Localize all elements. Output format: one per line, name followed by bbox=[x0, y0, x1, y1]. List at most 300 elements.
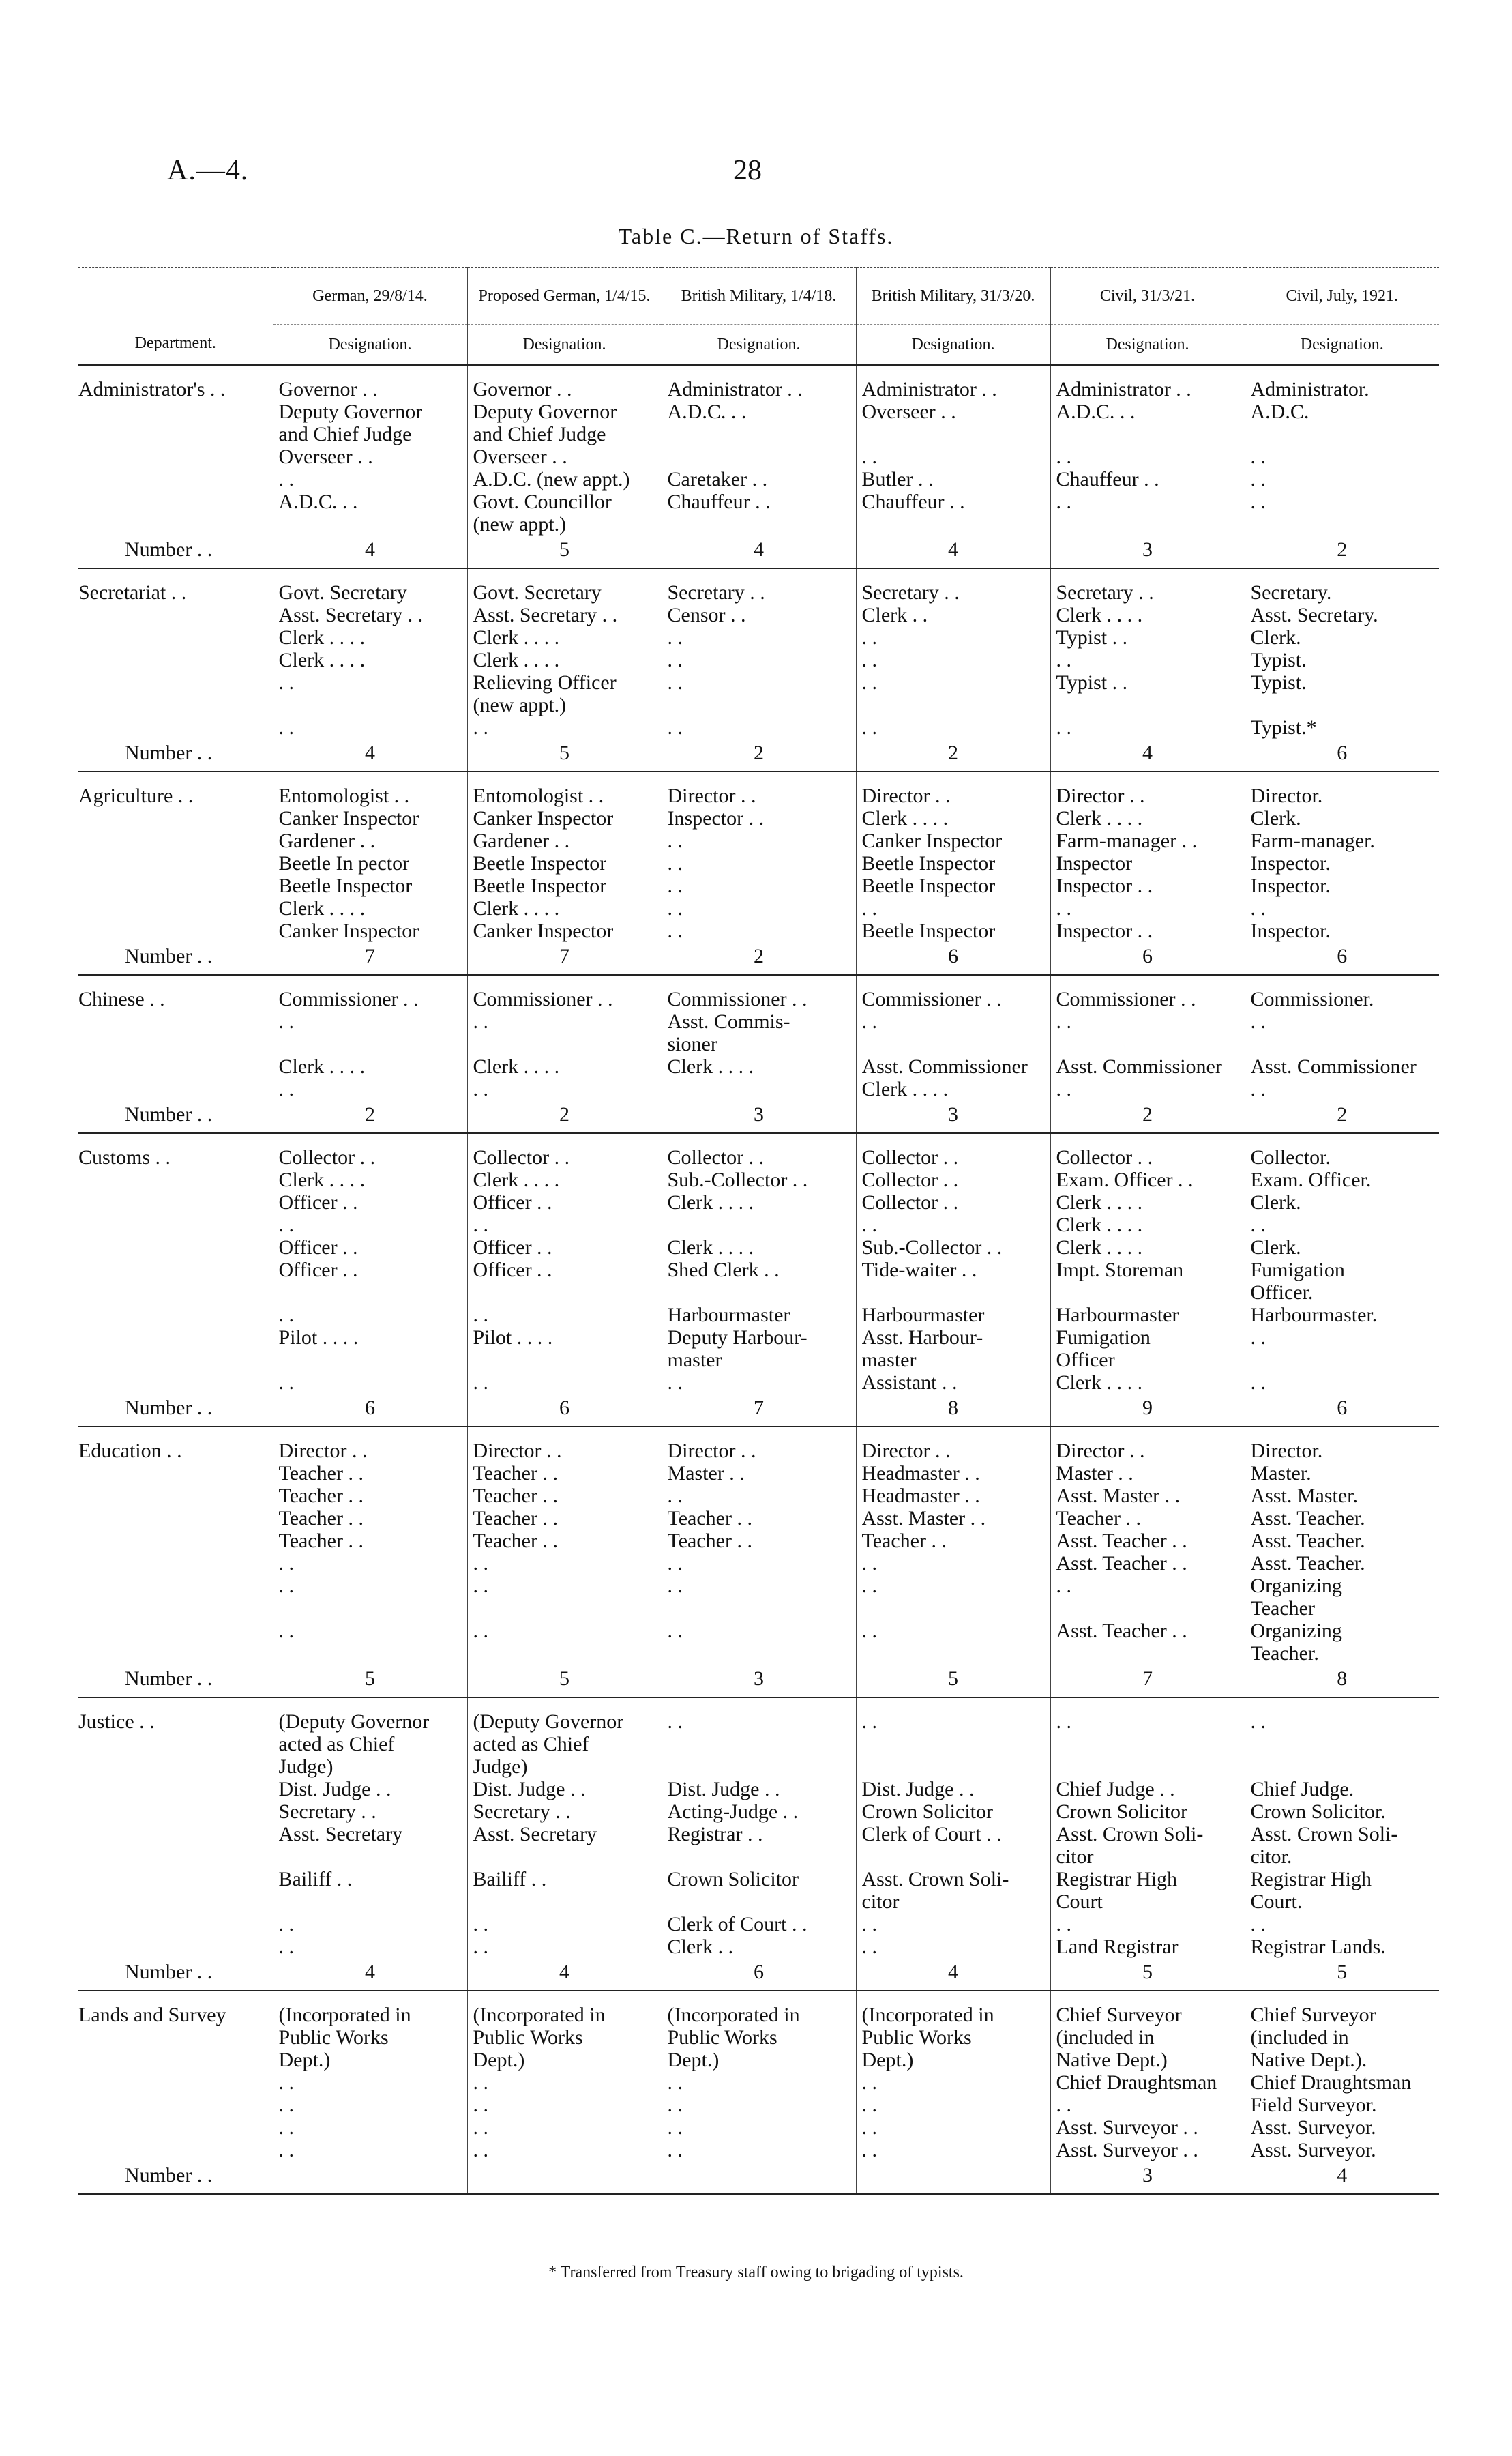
designation-entry: . . bbox=[667, 875, 683, 897]
designation-entry: Asst. Surveyor. bbox=[1250, 2139, 1376, 2161]
designation-entry: Canker Inspector bbox=[278, 807, 419, 830]
designation-entry: Director . . bbox=[861, 785, 951, 807]
designation-entry: Shed Clerk . . bbox=[667, 1259, 780, 1281]
designation-entry: Secretary . . bbox=[1056, 581, 1154, 604]
designation-entry: . . bbox=[278, 1935, 294, 1958]
designation-entry: . . bbox=[861, 1710, 877, 1733]
designation-entry: Crown Solicitor. bbox=[1250, 1800, 1386, 1823]
designation-entry: Public Works bbox=[473, 2026, 583, 2049]
staff-count: 2 bbox=[1337, 1103, 1348, 1126]
designation-entry: Asst. Crown Soli- bbox=[1250, 1823, 1398, 1845]
designation-entry: Chauffeur . . bbox=[1056, 468, 1159, 491]
staff-count: 3 bbox=[754, 1103, 764, 1126]
designation-entry: Clerk . . . . bbox=[667, 1055, 754, 1078]
designation-entry: Clerk . . . . bbox=[278, 1169, 366, 1191]
designation-entry: . . bbox=[1056, 1710, 1071, 1733]
designation-entry: Governor . . bbox=[473, 378, 572, 400]
staff-count: 6 bbox=[1337, 742, 1348, 764]
designation-cell bbox=[467, 1427, 662, 1697]
department-blocks bbox=[78, 365, 1439, 2194]
designation-entry: . . bbox=[667, 716, 683, 739]
designation-entry: Asst. Teacher. bbox=[1250, 1552, 1365, 1575]
designation-entry: . . bbox=[667, 1485, 683, 1507]
department-name: Justice . . bbox=[78, 1710, 155, 1733]
designation-entry: Chief Draughtsman bbox=[1250, 2071, 1412, 2094]
designation-entry: Inspector bbox=[1056, 852, 1133, 875]
designation-entry: Master . . bbox=[1056, 1462, 1133, 1485]
designation-entry: . . bbox=[278, 1214, 294, 1236]
designation-entry bbox=[1056, 694, 1239, 716]
designation-entry bbox=[668, 1642, 850, 1665]
designation-entry bbox=[862, 1845, 1045, 1868]
designation-entry: Typist.* bbox=[1250, 716, 1317, 739]
designation-entry: Officer . . bbox=[473, 1191, 552, 1214]
designation-entry: . . bbox=[1250, 1710, 1266, 1733]
staff-count: 7 bbox=[559, 945, 569, 967]
designation-entry bbox=[1056, 1281, 1239, 1304]
designation-entry: . . bbox=[861, 1214, 877, 1236]
footnote: * Transferred from Treasury staff owing to brigading of typists. bbox=[548, 2264, 964, 2281]
designation-cell bbox=[662, 1991, 856, 2194]
staff-count: 6 bbox=[1337, 945, 1348, 967]
designation-entry: . . bbox=[861, 716, 877, 739]
designation-entry: Clerk . . . . bbox=[278, 897, 366, 920]
staff-count: 5 bbox=[365, 1667, 375, 1690]
designation-entry: Teacher . . bbox=[278, 1507, 364, 1530]
designation-entry: Gardener . . bbox=[473, 830, 570, 852]
designation-cell bbox=[662, 568, 856, 772]
designation-entry: . . bbox=[278, 2094, 294, 2116]
designation-entry: . . bbox=[1056, 445, 1071, 468]
designation-entry: Deputy Harbour- bbox=[667, 1326, 807, 1349]
designation-entry: (included in bbox=[1056, 2026, 1155, 2049]
staff-count: 6 bbox=[559, 1397, 569, 1419]
designation-entry: Clerk of Court . . bbox=[861, 1823, 1002, 1845]
designation-entry: Commissioner . . bbox=[667, 988, 807, 1010]
designation-entry: . . bbox=[473, 1010, 488, 1033]
staff-count: 4 bbox=[948, 538, 958, 561]
designation-entry: Commissioner. bbox=[1250, 988, 1374, 1010]
designation-entry: . . bbox=[861, 2094, 877, 2116]
designation-entry: Director . . bbox=[861, 1439, 951, 1462]
designation-entry: Chief Surveyor bbox=[1250, 2004, 1376, 2026]
designation-entry: Asst. Teacher . . bbox=[1056, 1552, 1187, 1575]
designation-entry: Officer . . bbox=[473, 1259, 552, 1281]
designation-entry: . . bbox=[861, 1010, 877, 1033]
designation-cell bbox=[467, 975, 662, 1133]
designation-entry: . . bbox=[473, 1371, 488, 1394]
designation-entry bbox=[279, 1281, 462, 1304]
designation-entry: Dist. Judge . . bbox=[473, 1778, 586, 1800]
designation-entry: Inspector . . bbox=[667, 807, 765, 830]
designation-entry: . . bbox=[861, 1935, 877, 1958]
designation-entry: Asst. Master . . bbox=[1056, 1485, 1181, 1507]
staff-count: 5 bbox=[559, 1667, 569, 1690]
designation-entry: Clerk . . . . bbox=[1056, 604, 1143, 626]
designation-cell bbox=[273, 1991, 467, 2194]
designation-entry: Administrator . . bbox=[861, 378, 997, 400]
designation-header: Designation. bbox=[467, 325, 662, 366]
department-column-header: Department. bbox=[78, 268, 273, 366]
designation-entry: Chief Judge. bbox=[1250, 1778, 1354, 1800]
designation-entry: Asst. Crown Soli- bbox=[1056, 1823, 1204, 1845]
designation-entry: Commissioner . . bbox=[278, 988, 419, 1010]
staff-count: 4 bbox=[1142, 742, 1153, 764]
designation-entry: . . bbox=[1056, 649, 1071, 671]
designation-entry: Chauffeur . . bbox=[861, 491, 965, 513]
designation-entry bbox=[1056, 1597, 1239, 1620]
designation-entry: Collector . . bbox=[1056, 1146, 1153, 1169]
designation-entry: Teacher . . bbox=[278, 1530, 364, 1552]
designation-entry: Asst. Commissioner bbox=[1250, 1055, 1417, 1078]
designation-cell bbox=[467, 772, 662, 975]
designation-entry: Clerk . . . . bbox=[667, 1191, 754, 1214]
designation-entry: . . bbox=[1056, 897, 1071, 920]
designation-cell bbox=[273, 568, 467, 772]
designation-entry: Beetle In pector bbox=[278, 852, 410, 875]
designation-entry: . . bbox=[278, 2116, 294, 2139]
staff-count: 4 bbox=[365, 538, 375, 561]
designation-entry bbox=[862, 1733, 1045, 1755]
designation-entry: . . bbox=[667, 852, 683, 875]
designation-header-row bbox=[78, 325, 1439, 366]
department-cell bbox=[78, 1697, 273, 1991]
designation-cell bbox=[1050, 1133, 1245, 1427]
designation-entry bbox=[862, 1281, 1045, 1304]
designation-entry bbox=[279, 513, 462, 536]
designation-entry: . . bbox=[473, 716, 488, 739]
designation-entry bbox=[473, 1597, 656, 1620]
department-block bbox=[78, 1427, 1439, 1697]
staff-count: 2 bbox=[754, 742, 764, 764]
designation-entry: Clerk . . . . bbox=[473, 1169, 560, 1191]
designation-entry: Organizing bbox=[1250, 1620, 1342, 1642]
designation-cell bbox=[662, 1697, 856, 1991]
designation-entry bbox=[1251, 1033, 1434, 1055]
designation-entry: Asst. Harbour- bbox=[861, 1326, 983, 1349]
period-header: British Military, 1/4/18. bbox=[662, 268, 856, 325]
designation-entry: . . bbox=[667, 2116, 683, 2139]
staff-count: 7 bbox=[1142, 1667, 1153, 1690]
department-block bbox=[78, 1991, 1439, 2194]
designation-header: Designation. bbox=[273, 325, 467, 366]
designation-entry: Inspector . . bbox=[1056, 875, 1153, 897]
designation-cell bbox=[662, 365, 856, 568]
designation-entry: Asst. Teacher . . bbox=[1056, 1530, 1187, 1552]
staff-count: 7 bbox=[754, 1397, 764, 1419]
staff-count: 4 bbox=[365, 742, 375, 764]
designation-entry: Court. bbox=[1250, 1890, 1303, 1913]
designation-entry bbox=[862, 1642, 1045, 1665]
designation-entry: Asst. Secretary . . bbox=[278, 604, 424, 626]
designation-entry: Director . . bbox=[667, 785, 756, 807]
designation-entry: Director . . bbox=[473, 1439, 562, 1462]
department-cell bbox=[78, 568, 273, 772]
designation-cell bbox=[273, 365, 467, 568]
designation-entry: Fumigation bbox=[1056, 1326, 1151, 1349]
designation-entry bbox=[279, 1642, 462, 1665]
designation-entry: Asst. Master . . bbox=[861, 1507, 986, 1530]
designation-entry: (Incorporated in bbox=[861, 2004, 994, 2026]
designation-entry: . . bbox=[1056, 1078, 1071, 1100]
designation-entry: Beetle Inspector bbox=[861, 875, 996, 897]
designation-entry bbox=[668, 1845, 850, 1868]
designation-entry: Dept.) bbox=[667, 2049, 720, 2071]
designation-entry: . . bbox=[861, 626, 877, 649]
designation-entry: Overseer . . bbox=[473, 445, 567, 468]
designation-header: Designation. bbox=[1050, 325, 1245, 366]
designation-entry: Officer . . bbox=[278, 1259, 358, 1281]
designation-entry: . . bbox=[1250, 1078, 1266, 1100]
designation-entry: . . bbox=[1250, 1371, 1266, 1394]
designation-cell bbox=[273, 1427, 467, 1697]
designation-entry: Native Dept.) bbox=[1056, 2049, 1168, 2071]
designation-entry: Canker Inspector bbox=[473, 920, 614, 942]
designation-entry: . . bbox=[278, 2139, 294, 2161]
designation-entry: Officer. bbox=[1250, 1281, 1314, 1304]
designation-entry: Collector . . bbox=[278, 1146, 376, 1169]
designation-entry: Acting-Judge . . bbox=[667, 1800, 799, 1823]
designation-entry bbox=[473, 1033, 656, 1055]
designation-entry: Pilot . . . . bbox=[473, 1326, 553, 1349]
staff-count: 7 bbox=[365, 945, 375, 967]
designation-entry: Impt. Storeman bbox=[1056, 1259, 1184, 1281]
designation-entry: Registrar . . bbox=[667, 1823, 763, 1845]
designation-entry: . . bbox=[667, 2139, 683, 2161]
designation-entry: . . bbox=[861, 897, 877, 920]
designation-entry: Asst. Teacher. bbox=[1250, 1507, 1365, 1530]
designation-entry: Entomologist . . bbox=[278, 785, 410, 807]
designation-entry: . . bbox=[861, 1575, 877, 1597]
number-label: Number . . bbox=[125, 2164, 213, 2187]
designation-entry: and Chief Judge bbox=[473, 423, 606, 445]
designation-entry: Bailiff . . bbox=[473, 1868, 547, 1890]
designation-entry bbox=[668, 445, 850, 468]
designation-entry: . . bbox=[1250, 445, 1266, 468]
staff-count: 4 bbox=[1337, 2164, 1348, 2187]
designation-entry: Asst. Teacher. bbox=[1250, 1530, 1365, 1552]
designation-entry bbox=[862, 694, 1045, 716]
designation-entry: Crown Solicitor bbox=[1056, 1800, 1187, 1823]
designation-entry: Judge) bbox=[278, 1755, 333, 1778]
designation-cell bbox=[856, 1133, 1050, 1427]
designation-entry bbox=[1251, 1755, 1434, 1778]
designation-entry: . . bbox=[1056, 716, 1071, 739]
designation-entry: . . bbox=[473, 1620, 488, 1642]
designation-entry: Harbourmaster. bbox=[1250, 1304, 1378, 1326]
designation-entry: . . bbox=[278, 1010, 294, 1033]
designation-entry: Master . . bbox=[667, 1462, 745, 1485]
designation-cell bbox=[856, 772, 1050, 975]
designation-cell bbox=[467, 1991, 662, 2194]
designation-entry: Asst. Surveyor . . bbox=[1056, 2116, 1198, 2139]
department-cell bbox=[78, 1133, 273, 1427]
designation-cell bbox=[1245, 975, 1439, 1133]
designation-entry: Farm-manager. bbox=[1250, 830, 1375, 852]
designation-entry: Canker Inspector bbox=[861, 830, 1003, 852]
department-block bbox=[78, 772, 1439, 975]
designation-header: Designation. bbox=[1245, 325, 1439, 366]
designation-entry: Clerk . . . . bbox=[1056, 1236, 1143, 1259]
staff-count: 2 bbox=[559, 1103, 569, 1126]
designation-entry: Public Works bbox=[667, 2026, 777, 2049]
designation-entry: Clerk . . . . bbox=[473, 649, 560, 671]
department-name: Lands and Survey bbox=[78, 2004, 226, 2026]
designation-entry: . . bbox=[473, 2139, 488, 2161]
designation-entry: . . bbox=[861, 2116, 877, 2139]
department-name: Chinese . . bbox=[78, 988, 165, 1010]
department-cell bbox=[78, 1427, 273, 1697]
number-label: Number . . bbox=[125, 1103, 213, 1126]
designation-cell bbox=[856, 365, 1050, 568]
staff-count: 5 bbox=[559, 538, 569, 561]
designation-entry: . . bbox=[1250, 897, 1266, 920]
designation-header: Designation. bbox=[662, 325, 856, 366]
designation-entry: Registrar High bbox=[1056, 1868, 1177, 1890]
designation-entry: and Chief Judge bbox=[278, 423, 412, 445]
designation-entry: Asst. Secretary . . bbox=[473, 604, 618, 626]
designation-entry: Teacher . . bbox=[473, 1530, 558, 1552]
designation-entry: Bailiff . . bbox=[278, 1868, 353, 1890]
designation-entry: Teacher . . bbox=[278, 1485, 364, 1507]
designation-entry bbox=[473, 1281, 656, 1304]
designation-entry: sioner bbox=[667, 1033, 717, 1055]
designation-entry: Collector . . bbox=[667, 1146, 765, 1169]
designation-entry: Beetle Inspector bbox=[473, 852, 607, 875]
designation-entry: Officer bbox=[1056, 1349, 1115, 1371]
designation-entry: . . bbox=[278, 1552, 294, 1575]
designation-entry bbox=[668, 1281, 850, 1304]
designation-entry: Govt. Councillor bbox=[473, 491, 612, 513]
designation-entry: Teacher . . bbox=[473, 1462, 558, 1485]
designation-entry: Court bbox=[1056, 1890, 1103, 1913]
designation-entry: . . bbox=[473, 2094, 488, 2116]
designation-entry bbox=[862, 1033, 1045, 1055]
designation-entry: Assistant . . bbox=[861, 1371, 958, 1394]
department-cell bbox=[78, 1991, 273, 2194]
designation-entry: (Deputy Governor bbox=[278, 1710, 430, 1733]
designation-entry: . . bbox=[667, 1552, 683, 1575]
designation-entry: Harbourmaster bbox=[667, 1304, 790, 1326]
department-block bbox=[78, 365, 1439, 568]
staff-count: 6 bbox=[365, 1397, 375, 1419]
department-block bbox=[78, 1133, 1439, 1427]
designation-entry: Collector . . bbox=[473, 1146, 570, 1169]
designation-entry: Canker Inspector bbox=[278, 920, 419, 942]
staff-count: 5 bbox=[1337, 1961, 1348, 1983]
designation-entry: Asst. Commissioner bbox=[861, 1055, 1028, 1078]
designation-entry: Master. bbox=[1250, 1462, 1311, 1485]
number-label: Number . . bbox=[125, 742, 213, 764]
designation-entry: A.D.C. . . bbox=[1056, 400, 1136, 423]
designation-cell bbox=[856, 975, 1050, 1133]
period-header: Civil, July, 1921. bbox=[1245, 268, 1439, 325]
designation-entry: Director . . bbox=[1056, 1439, 1145, 1462]
period-header: British Military, 31/3/20. bbox=[856, 268, 1050, 325]
designation-entry bbox=[862, 513, 1045, 536]
designation-entry: Canker Inspector bbox=[473, 807, 614, 830]
designation-entry: Clerk . . . . bbox=[1056, 1191, 1143, 1214]
designation-entry: Officer . . bbox=[278, 1191, 358, 1214]
department-cell bbox=[78, 772, 273, 975]
designation-entry: acted as Chief bbox=[473, 1733, 589, 1755]
designation-entry: Administrator. bbox=[1250, 378, 1369, 400]
designation-cell bbox=[273, 1133, 467, 1427]
staff-count: 3 bbox=[1142, 2164, 1153, 2187]
designation-cell bbox=[1050, 1697, 1245, 1991]
designation-entry: Headmaster . . bbox=[861, 1485, 980, 1507]
designation-entry: Chief Surveyor bbox=[1056, 2004, 1182, 2026]
designation-entry bbox=[279, 1033, 462, 1055]
staff-count: 4 bbox=[754, 538, 764, 561]
designation-entry: Headmaster . . bbox=[861, 1462, 980, 1485]
designation-entry: . . bbox=[278, 1078, 294, 1100]
department-name: Administrator's . . bbox=[78, 378, 226, 400]
designation-entry bbox=[862, 1597, 1045, 1620]
designation-entry: Inspector. bbox=[1250, 920, 1331, 942]
designation-cell bbox=[1245, 365, 1439, 568]
staff-count: 3 bbox=[754, 1667, 764, 1690]
designation-entry: Exam. Officer. bbox=[1250, 1169, 1372, 1191]
designation-entry: Asst. Secretary bbox=[473, 1823, 597, 1845]
designation-entry: Native Dept.). bbox=[1250, 2049, 1367, 2071]
designation-entry bbox=[473, 1642, 656, 1665]
designation-entry: Asst. Surveyor. bbox=[1250, 2116, 1376, 2139]
designation-entry: master bbox=[861, 1349, 917, 1371]
staff-count: 2 bbox=[1337, 538, 1348, 561]
designation-entry bbox=[473, 1890, 656, 1913]
designation-entry bbox=[1056, 1733, 1239, 1755]
designation-entry: Typist . . bbox=[1056, 626, 1128, 649]
designation-entry: Public Works bbox=[278, 2026, 389, 2049]
designation-entry: Typist . . bbox=[1056, 671, 1128, 694]
designation-entry bbox=[668, 1755, 850, 1778]
staff-count: 2 bbox=[948, 742, 958, 764]
designation-entry: . . bbox=[667, 626, 683, 649]
department-cell bbox=[78, 975, 273, 1133]
designation-cell bbox=[856, 568, 1050, 772]
staff-return-table bbox=[78, 267, 1439, 2195]
staff-count: 5 bbox=[948, 1667, 958, 1690]
designation-cell bbox=[1050, 365, 1245, 568]
designation-entry: A.D.C. bbox=[1250, 400, 1309, 423]
designation-entry bbox=[668, 423, 850, 445]
designation-entry: Clerk . . . . bbox=[667, 1236, 754, 1259]
designation-entry: Secretary . . bbox=[473, 1800, 571, 1823]
designation-entry: . . bbox=[1250, 1913, 1266, 1935]
designation-entry: Commissioner . . bbox=[473, 988, 613, 1010]
designation-entry: Inspector. bbox=[1250, 875, 1331, 897]
designation-entry: Teacher . . bbox=[1056, 1507, 1141, 1530]
designation-entry: Sub.-Collector . . bbox=[861, 1236, 1003, 1259]
designation-cell bbox=[856, 1991, 1050, 2194]
designation-entry: Director . . bbox=[667, 1439, 756, 1462]
designation-entry: Officer . . bbox=[278, 1236, 358, 1259]
designation-entry: Teacher . . bbox=[861, 1530, 947, 1552]
designation-entry: Judge) bbox=[473, 1755, 528, 1778]
designation-entry: . . bbox=[861, 445, 877, 468]
department-block bbox=[78, 568, 1439, 772]
designation-entry: master bbox=[667, 1349, 722, 1371]
staff-count: 6 bbox=[948, 945, 958, 967]
page-number: 28 bbox=[733, 155, 762, 186]
designation-entry: Collector . . bbox=[861, 1146, 959, 1169]
staff-count: 6 bbox=[754, 1961, 764, 1983]
designation-entry: Beetle Inspector bbox=[861, 852, 996, 875]
designation-entry: Officer . . bbox=[473, 1236, 552, 1259]
department-cell bbox=[78, 365, 273, 568]
staff-count: 4 bbox=[948, 1961, 958, 1983]
